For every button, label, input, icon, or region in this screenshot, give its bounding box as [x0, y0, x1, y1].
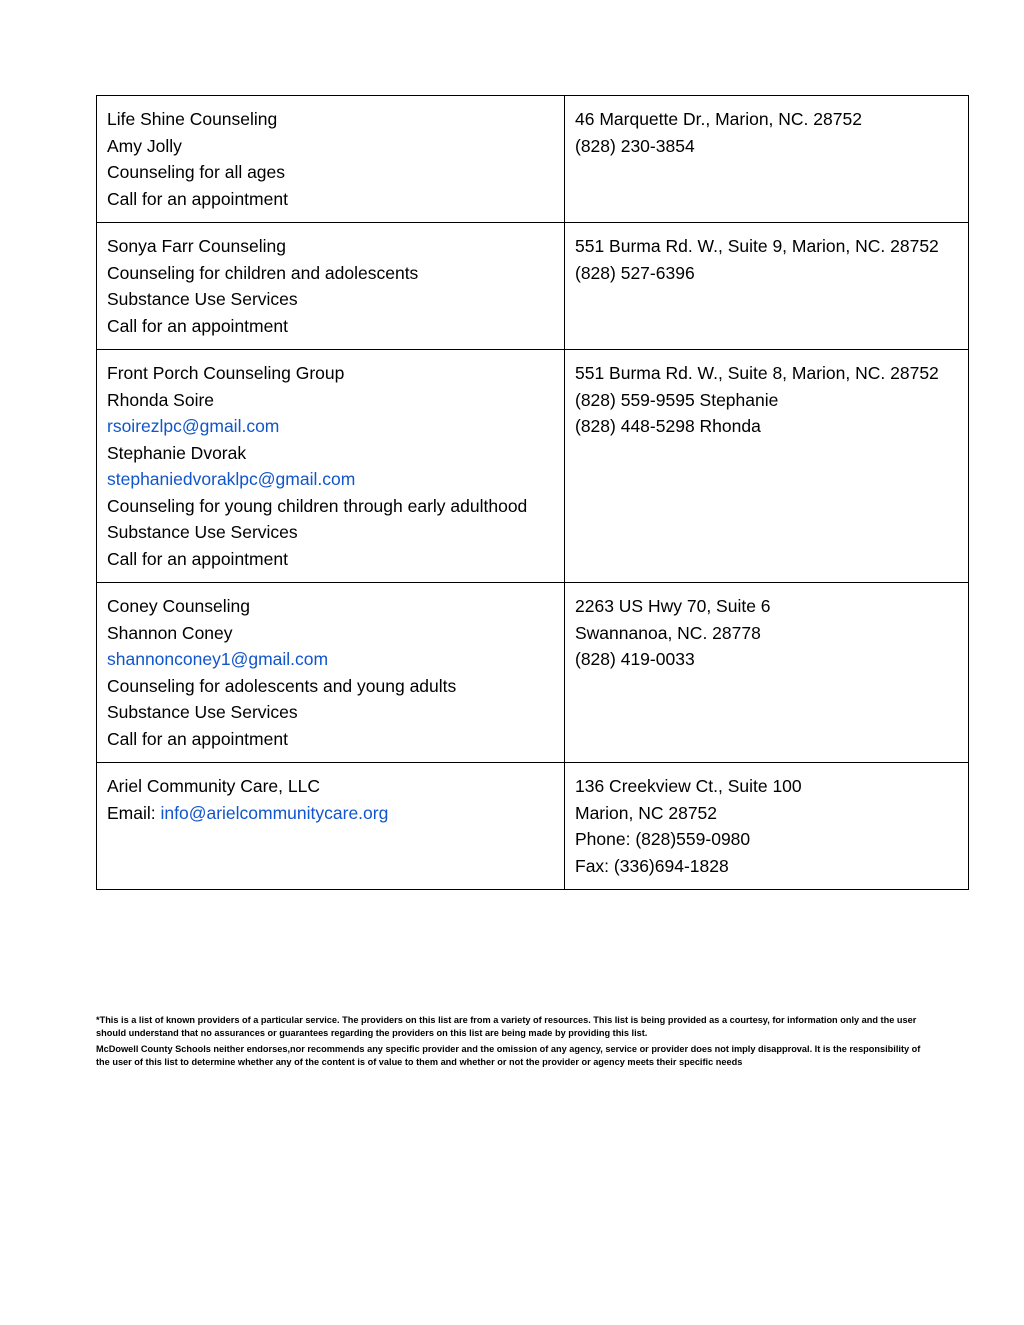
contact-line: 136 Creekview Ct., Suite 100 [575, 776, 802, 796]
email-link[interactable]: info@arielcommunitycare.org [160, 802, 389, 823]
table-row [97, 583, 969, 763]
contact-line: 551 Burma Rd. W., Suite 8, Marion, NC. 28752 [575, 363, 939, 383]
provider-contact-cell [565, 223, 969, 350]
provider-table-body [97, 96, 969, 890]
contact-phone: (828) 230-3854 [575, 135, 695, 156]
table-row [97, 350, 969, 583]
contact-phone: (828) 527-6396 [575, 262, 695, 283]
provider-line: Call for an appointment [107, 548, 288, 569]
provider-line: Rhonda Soire [107, 389, 215, 410]
provider-line: Front Porch Counseling Group [107, 363, 345, 383]
provider-email-line [107, 800, 556, 827]
provider-table [96, 95, 969, 890]
email-link[interactable]: shannonconey1@gmail.com [107, 649, 329, 669]
provider-contact-cell [565, 763, 969, 890]
provider-name-cell [97, 350, 565, 583]
contact-fax: Fax: (336)694-1828 [575, 855, 729, 876]
provider-contact-cell [565, 96, 969, 223]
provider-contact-cell [565, 583, 969, 763]
email-link[interactable]: stephaniedvoraklpc@gmail.com [107, 469, 356, 489]
provider-contact-cell [565, 350, 969, 583]
contact-phone: (828) 419-0033 [575, 649, 695, 669]
provider-line: Counseling for children and adolescents [107, 262, 419, 283]
contact-phone: (828) 448-5298 Rhonda [575, 416, 761, 436]
provider-line: Shannon Coney [107, 622, 233, 643]
contact-phone: (828) 559-9595 Stephanie [575, 389, 779, 410]
contact-line: 46 Marquette Dr., Marion, NC. 28752 [575, 109, 862, 129]
provider-line: Call for an appointment [107, 188, 288, 209]
provider-line: Amy Jolly [107, 135, 182, 156]
provider-name-cell [97, 96, 565, 223]
contact-line: Marion, NC 28752 [575, 802, 718, 823]
provider-line: Ariel Community Care, LLC [107, 776, 320, 796]
provider-line: Call for an appointment [107, 728, 288, 749]
email-link[interactable]: rsoirezlpc@gmail.com [107, 416, 280, 436]
table-row [97, 96, 969, 223]
provider-line: Stephanie Dvorak [107, 442, 247, 463]
provider-name-cell [97, 763, 565, 890]
contact-line: 2263 US Hwy 70, Suite 6 [575, 596, 771, 616]
table-row [97, 763, 969, 890]
disclaimer-paragraph-2: McDowell County Schools neither endorses,nor recommends any specific provider and the omission of any agency, service or provider does not imply disapproval. It is the responsibility of the user of this list to determine whether any of the content is of value to them and whether or not the provider or agency meets their specific needs [96, 1044, 921, 1067]
provider-line: Substance Use Services [107, 289, 298, 309]
provider-line: Counseling for all ages [107, 162, 286, 182]
table-row [97, 223, 969, 350]
disclaimer [96, 1014, 930, 1072]
provider-line: Sonya Farr Counseling [107, 236, 286, 256]
provider-line: Counseling for adolescents and young adults [107, 675, 457, 696]
email-label: Email: [107, 802, 161, 823]
disclaimer-paragraph-1: *This is a list of known providers of a particular service. The providers on this list are from a variety of resources. This list is being provided as a courtesy, for information only and the user should understand that no assurances or guarantees regarding the providers on this list are being made by providing this list. [96, 1015, 917, 1038]
contact-line: 551 Burma Rd. W., Suite 9, Marion, NC. 28752 [575, 236, 939, 256]
provider-line: Counseling for young children through early adulthood [107, 495, 528, 516]
contact-phone: Phone: (828)559-0980 [575, 829, 751, 849]
provider-line: Call for an appointment [107, 315, 288, 336]
provider-name-cell [97, 223, 565, 350]
provider-line: Substance Use Services [107, 522, 298, 542]
provider-name-cell [97, 583, 565, 763]
provider-line: Coney Counseling [107, 596, 251, 616]
provider-line: Substance Use Services [107, 702, 298, 722]
provider-line: Life Shine Counseling [107, 109, 278, 129]
contact-line: Swannanoa, NC. 28778 [575, 622, 761, 643]
